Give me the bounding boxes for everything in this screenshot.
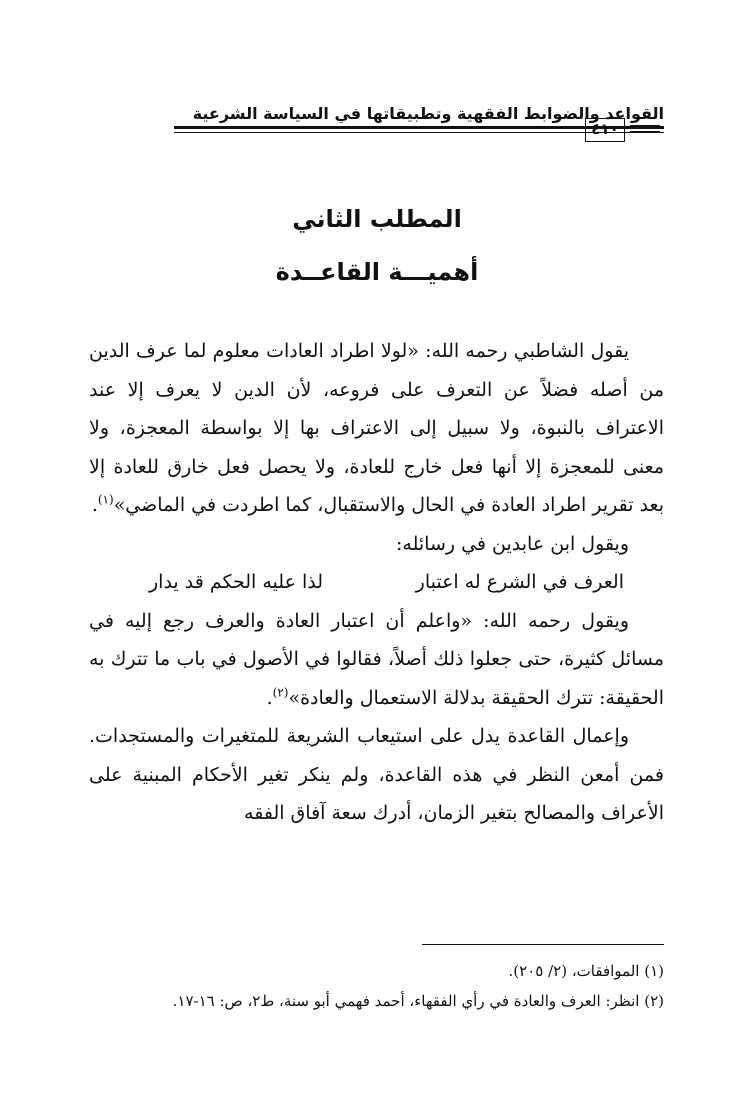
footnotes — [89, 956, 664, 1016]
paragraph: وإعمال القاعدة يدل على استيعاب الشريعة للمتغيرات والمستجدات. فمن أمعن النظر في هذه القاعدة، ولم ينكر تغير الأحكام المبنية على الأعراف والمصالح بتغير الزمان، أدرك سعة آفاق الفقه — [89, 725, 664, 824]
verse-hemistich-left: لذا عليه الحكم قد يدار — [149, 571, 323, 593]
footnote-ref: (٢) — [272, 685, 289, 700]
footnote-divider — [422, 944, 664, 945]
header-title: القواعد والضوابط الفقهية وتطبيقاتها في السياسة الشرعية — [192, 104, 664, 123]
section-subheading: أهميـــة القاعــدة — [275, 258, 479, 286]
paragraph-end: . — [266, 686, 273, 709]
paragraph — [89, 602, 664, 718]
main-text — [89, 332, 664, 833]
paragraph-text: ويقول رحمه الله: «واعلم أن اعتبار العادة والعرف رجع إليه في مسائل كثيرة، حتى جعلوا ذلك أصلاً، فقالوا في الأصول في باب ما تترك به الحقيقة: تترك الحقيقة بدلالة الاستعمال والعادة» — [89, 609, 664, 709]
header-mark — [630, 125, 660, 127]
footnote: (١) الموافقات، (٢/ ٢٠٥). — [508, 962, 664, 980]
verse-hemistich-right: العرف في الشرع له اعتبار — [415, 571, 624, 593]
paragraph-text: يقول الشاطبي رحمه الله: «لولا اطراد العادات معلوم لما عرف الدين من أصله فضلاً عن التعرف على فروعه، لأن الدين لا يعرف إلا عند الاعتراف بالنبوة، ولا سبيل إلى الاعتراف بها إلا بواسطة المعجزة، ولا معنى للمعجزة إلا أنها فعل خارج للعادة، ولا يحصل فعل خارق للعادة إلا بعد تقرير اطراد العادة في الحال والاستقبال، كما اطردت في الماضي» — [89, 340, 664, 516]
verse-line — [89, 563, 664, 602]
paragraph: ويقول ابن عابدين في رسائله: — [396, 532, 629, 555]
paragraph-end: . — [91, 494, 98, 516]
footnote: (٢) انظر: العرف والعادة في رأي الفقهاء، أحمد فهمي أبو سنة، ط٢، ص: ١٦-١٧. — [172, 992, 664, 1010]
page-number: ٤١٠ — [585, 118, 625, 142]
header-mark — [630, 131, 660, 133]
footnote-ref: (١) — [97, 492, 114, 507]
section-heading: المطلب الثاني — [292, 205, 462, 233]
paragraph — [89, 332, 664, 525]
header-marks — [630, 125, 660, 137]
